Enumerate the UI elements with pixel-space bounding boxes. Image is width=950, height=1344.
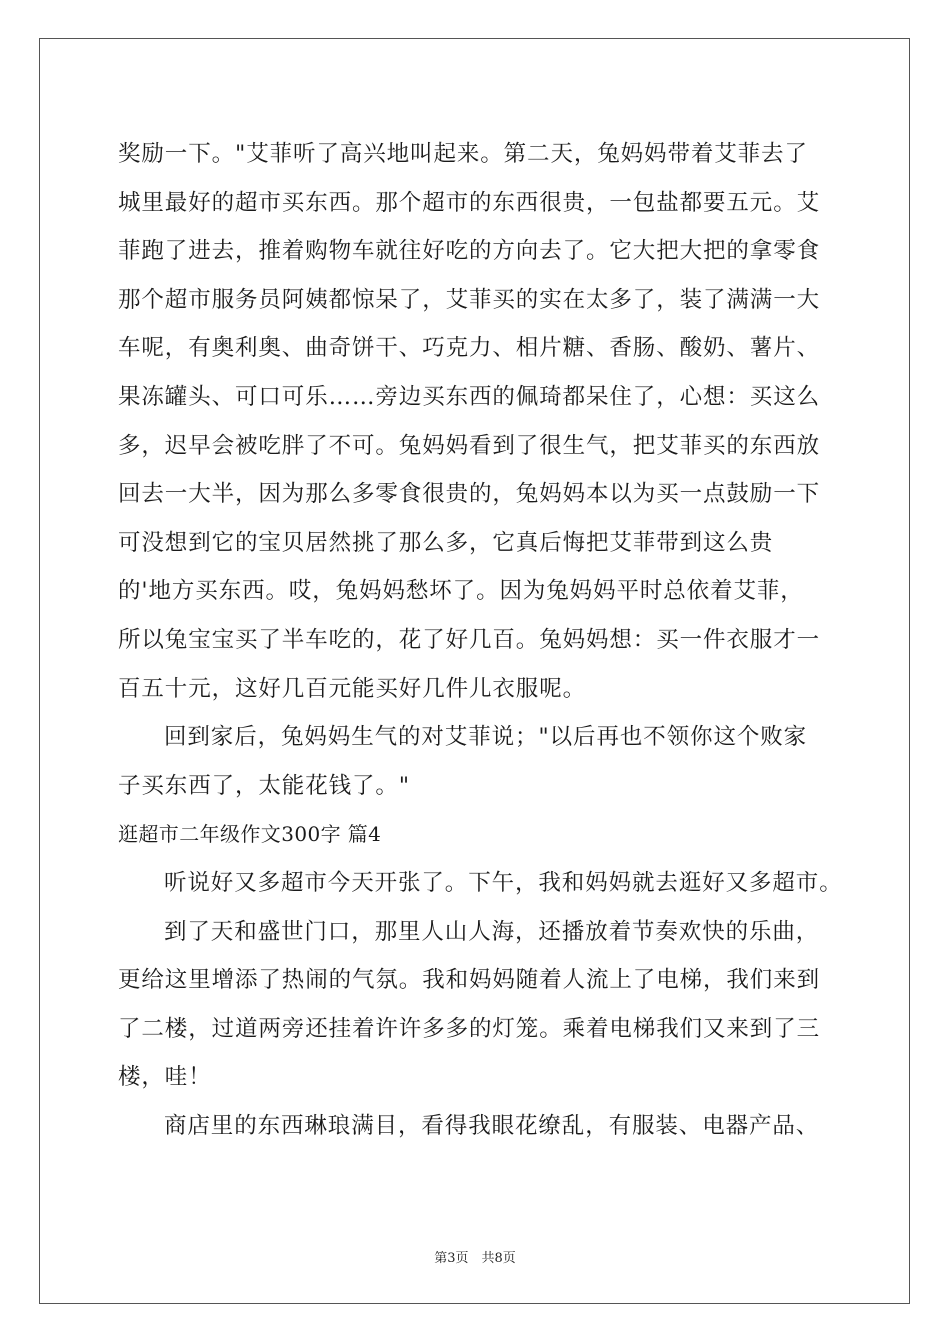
text-line: 回到家后，兔妈妈生气的对艾菲说；"以后再也不领你这个败家	[164, 724, 808, 751]
paragraph-2	[118, 713, 848, 810]
document-body	[118, 130, 848, 1150]
text-line: 果冻罐头、可口可乐……旁边买东西的佩琦都呆住了，心想：买这么	[118, 383, 821, 410]
page-number-footer: 第3页 共8页	[434, 1251, 516, 1266]
text-line: 百五十元，这好几百元能买好几件儿衣服呢。	[118, 675, 587, 702]
text-line: 可没想到它的宝贝居然挑了那么多，它真后悔把艾菲带到这么贵	[118, 529, 774, 556]
text-line: 的'地方买东西。哎，兔妈妈愁坏了。因为兔妈妈平时总依着艾菲，	[118, 578, 804, 605]
paragraph-3	[118, 859, 848, 908]
text-line: 听说好又多超市今天开张了。下午，我和妈妈就去逛好又多超市。	[164, 869, 843, 896]
paragraph-4	[118, 908, 848, 1102]
text-line: 城里最好的超市买东西。那个超市的东西很贵，一包盐都要五元。艾	[118, 189, 821, 216]
text-line: 多，迟早会被吃胖了不可。兔妈妈看到了很生气，把艾菲买的东西放	[118, 432, 821, 459]
text-line: 那个超市服务员阿姨都惊呆了，艾菲买的实在太多了，装了满满一大	[118, 286, 821, 313]
text-line: 子买东西了，太能花钱了。"	[118, 772, 411, 799]
text-line: 商店里的东西琳琅满目，看得我眼花缭乱，有服装、电器产品、	[164, 1112, 820, 1139]
text-line: 所以兔宝宝买了半车吃的，花了好几百。兔妈妈想：买一件衣服才一	[118, 626, 821, 653]
text-line: 菲跑了进去，推着购物车就往好吃的方向去了。它大把大把的拿零食	[118, 238, 821, 265]
text-line: 了二楼，过道两旁还挂着许许多多的灯笼。乘着电梯我们又来到了三	[118, 1015, 821, 1042]
paragraph-5	[118, 1102, 848, 1151]
paragraph-1	[118, 130, 848, 713]
text-line: 楼，哇！	[118, 1064, 212, 1091]
text-line: 到了天和盛世门口，那里人山人海，还播放着节奏欢快的乐曲，	[164, 918, 820, 945]
text-line: 更给这里增添了热闹的气氛。我和妈妈随着人流上了电梯，我们来到	[118, 967, 821, 994]
text-line: 奖励一下。"艾菲听了高兴地叫起来。第二天，兔妈妈带着艾菲去了	[118, 141, 808, 167]
section-heading: 逛超市二年级作文300字 篇4	[118, 822, 382, 847]
text-line: 车呢，有奥利奥、曲奇饼干、巧克力、相片糖、香肠、酸奶、薯片、	[118, 335, 821, 362]
text-line: 回去一大半，因为那么多零食很贵的，兔妈妈本以为买一点鼓励一下	[118, 481, 821, 508]
